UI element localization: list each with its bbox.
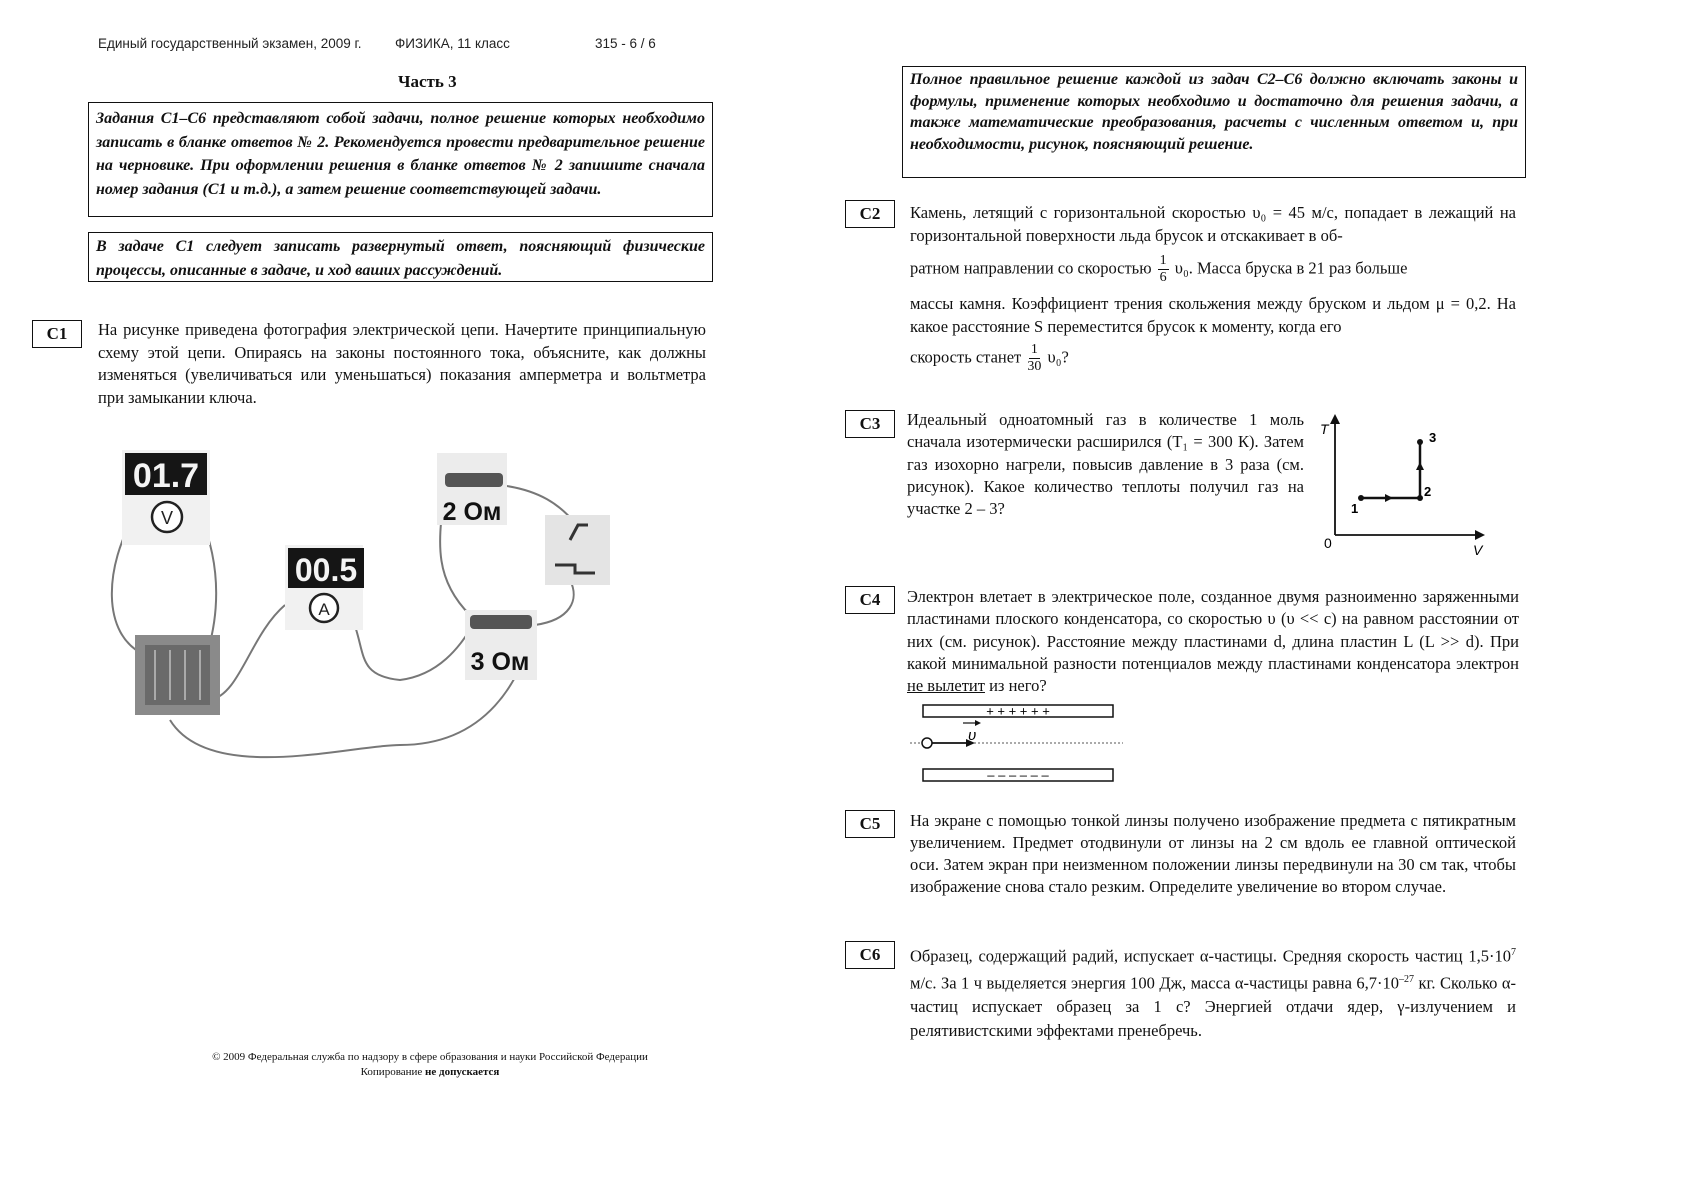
frac1-num: 1 <box>1159 253 1167 268</box>
task-c2-line4 <box>910 342 1516 375</box>
task-c4-text-b: из него? <box>989 676 1047 696</box>
c1-note-box <box>88 232 713 282</box>
c4-capacitor-figure <box>905 700 1135 790</box>
task-c6-exp2: –27 <box>1399 974 1415 985</box>
voltmeter-display: 01.7 <box>132 457 200 495</box>
task-c1-text: На рисунке приведена фотография электрической цепи. Начертите принципиальную схему этой цепи. Опираясь на законы постоянного тока, объясните, как должны изменяться (увеличиваться или уменьшаться) показания амперметра и вольтметра при замыкании ключа. <box>98 320 706 407</box>
copy-notice <box>150 1065 710 1080</box>
copy-notice-bold: не допускается <box>425 1066 500 1078</box>
instructions-text: Задания С1–С6 представляют собой задачи, полное решение которых необходимо записать в бланке ответов № 2. Рекомендуется провести предварительное решение на черновике. При оформлении решения в бланке ответов № 2 запишите сначала номер задания (С1 и т.д.), а затем решение соответствующей задачи. <box>96 110 705 198</box>
task-c1-label: С1 <box>32 320 82 348</box>
axis-t-label: T <box>1320 421 1329 437</box>
c1-note-text: В задаче С1 следует записать развернутый ответ, поясняющий физические процессы, описанные в задаче, и ход ваших рассуждений. <box>96 238 705 279</box>
task-c4-underlined: не вылетит <box>907 676 985 696</box>
point-2-label: 2 <box>1424 484 1432 499</box>
task-c6-text2: м/с. За 1 ч выделяется энергия 100 Дж, масса α-частицы равна 6,7·10 <box>910 973 1400 993</box>
task-c2-line2 <box>910 253 1516 286</box>
resistor-2-ohm: 2 Ом <box>442 498 502 526</box>
page-code: 315 - 6 / 6 <box>595 36 656 51</box>
task-c2-line2b: υ₀. Масса бруска в 21 раз больше <box>1174 258 1408 278</box>
task-c6-label: С6 <box>845 941 895 969</box>
task-c2-line4a: скорость станет <box>910 347 1022 367</box>
task-c6-text3: кг. Сколько α-частиц испускает образец за 1 с? Энергией отдачи ядер, γ-излучением и релятивистскими эффектами пренебречь. <box>910 973 1517 1040</box>
fraction-one-thirtieth <box>1027 342 1041 375</box>
task-c3-text: Идеальный одноатомный газ в количестве 1 моль сначала изотермически расширился (T₁ = 300 К). Затем газ изохорно нагрели, повысив давление в 3 раза (см. рисунок). Какое количество теплоты получил газ на участке 2 – 3? <box>907 410 1304 519</box>
task-c5-text: На экране с помощью тонкой линзы получено изображение предмета с пятикратным увеличением. Предмет отодвинули от линзы на 2 см вдоль ее главной оптической оси. Затем экран при неизменном положении линзы передвинули на 30 см так, чтобы изображение снова стало резким. Определите увеличение во втором случае. <box>910 811 1516 896</box>
footer <box>150 1050 710 1080</box>
ammeter-display: 00.5 <box>294 552 358 588</box>
copyright: © 2009 Федеральная служба по надзору в сфере образования и науки Российской Федерации <box>212 1051 648 1063</box>
c3-tv-graph <box>1315 410 1495 560</box>
point-1-label: 1 <box>1351 501 1359 516</box>
circuit-photo <box>100 445 620 785</box>
task-c6-exp1: 7 <box>1511 947 1516 958</box>
axis-v-label: V <box>1473 542 1483 558</box>
subject-title: ФИЗИКА, 11 класс <box>395 36 510 51</box>
frac2-den: 30 <box>1027 359 1042 374</box>
resistor-3-ohm: 3 Ом <box>470 648 530 676</box>
instructions-box <box>88 102 713 217</box>
task-c4-text <box>907 586 1519 697</box>
task-c2-label: С2 <box>845 200 895 228</box>
copy-notice-prefix: Копирование <box>360 1066 423 1078</box>
top-plate-charges: + + + + + + <box>986 703 1050 719</box>
task-c4-label: С4 <box>845 586 895 614</box>
task-c2-line1: Камень, летящий с горизонтальной скоростью υ₀ = 45 м/с, попадает в лежащий на горизонтальной поверхности льда брусок и отскакивает в об- <box>910 203 1516 245</box>
exam-title: Единый государственный экзамен, 2009 г. <box>98 36 362 51</box>
frac1-den: 6 <box>1159 270 1167 285</box>
velocity-label: υ <box>968 727 977 744</box>
task-c2-text <box>910 201 1516 375</box>
ammeter-symbol: A <box>318 600 330 619</box>
origin-label: 0 <box>1324 535 1332 551</box>
task-c2-line4b: υ₀? <box>1047 347 1069 367</box>
task-c3-label: С3 <box>845 410 895 438</box>
solution-requirements-box <box>902 66 1526 178</box>
fraction-one-sixth <box>1158 253 1169 286</box>
frac2-num: 1 <box>1030 342 1038 357</box>
point-3-label: 3 <box>1429 430 1437 445</box>
task-c4-text-a: Электрон влетает в электрическое поле, созданное двумя разноименно заряженными пластинами плоского конденсатора, со скоростью υ (υ << c) на равном расстоянии от них (см. рисунок). Расстояние между пластинами d, длина пластин L (L >> d). При какой минимальной разности потенциалов между пластинами конденсатора электрон <box>907 587 1519 673</box>
part-title: Часть 3 <box>398 72 457 91</box>
electron-icon <box>922 738 932 748</box>
task-c6-text1: Образец, содержащий радий, испускает α-частицы. Средняя скорость частиц 1,5·10 <box>910 946 1511 966</box>
task-c6-text <box>910 941 1516 1042</box>
task-c2-line2a: ратном направлении со скоростью <box>910 258 1152 278</box>
solution-requirements-text: Полное правильное решение каждой из задач С2–С6 должно включать законы и формулы, применение которых необходимо и достаточно для решения задачи, а также математические преобразования, расчеты с численным ответом и, при необходимости, рисунок, поясняющий решение. <box>910 71 1518 153</box>
task-c5-label: С5 <box>845 810 895 838</box>
bottom-plate-charges: – – – – – – <box>987 767 1049 783</box>
voltmeter-symbol: V <box>160 508 174 528</box>
task-c2-line3: массы камня. Коэффициент трения скольжения между бруском и льдом μ = 0,2. На какое расстояние S переместится брусок к моменту, когда его <box>910 294 1516 336</box>
